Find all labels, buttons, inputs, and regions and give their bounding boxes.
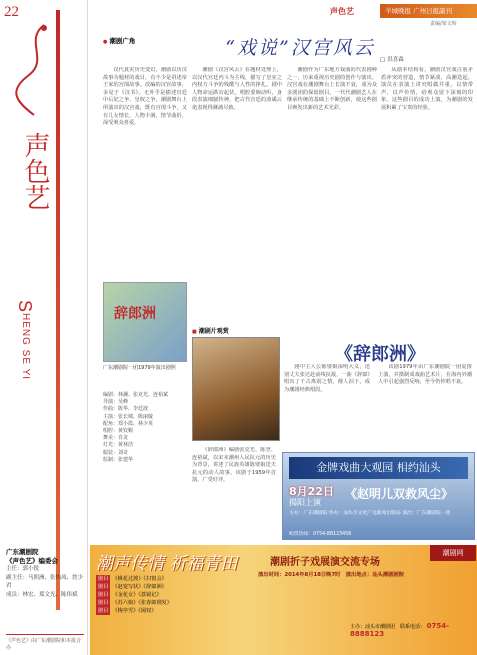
photo-caption: 广东潮剧院一团1979年演出剧照 (103, 365, 176, 371)
cast-line: 作曲：陈华、李廷波 (103, 406, 149, 413)
review-kicker: ■ 潮剧片观赏 (192, 326, 229, 335)
poster-title: 辞郎洲 (114, 306, 156, 322)
masthead-bar: 羊城晚报 广州日报副刊 (380, 4, 477, 18)
program-item (96, 575, 246, 583)
cast-line: 监制：张建华 (103, 456, 134, 463)
credits-org2: 《声色艺》编委会 (6, 556, 58, 565)
editor-credit: 责编/梁文辉 (430, 21, 457, 27)
column-title (18, 132, 54, 282)
decorative-swirl-icon (4, 20, 56, 120)
program-item (96, 607, 246, 615)
left-sidebar (0, 0, 88, 655)
review-column-1 (192, 447, 276, 525)
ad1-date: 8月22日 (289, 485, 334, 498)
ad1-show-title: 《赵明儿双救风尘》 (345, 487, 454, 501)
review-title: 《辞郎洲》 (335, 344, 425, 365)
credits-line: 成员：林宏、郑文光、陈伟斌 (6, 591, 78, 598)
article-column-3 (287, 67, 377, 317)
review-stage-photo (192, 337, 280, 441)
cast-line: 舞美：肖龙 (103, 435, 129, 442)
program-tag: 剧目 (98, 600, 109, 606)
column-en-cap: S (15, 300, 35, 314)
review-paragraph: 该剧1979年由广东潮剧院一团复排上演，并摄制成戏曲艺术片，在海内外潮人中引起强烈反响，至今仍传唱不衰。 (378, 364, 472, 386)
article-column-2 (192, 67, 282, 317)
page-number: 22 (4, 4, 19, 20)
review-paragraph: 剧中主人公陈璧娘深明大义，送别丈夫张达赴前线抗敌，一曲《辞郎》唱出了千古离别之情，催人泪下，成为潮剧经典唱段。 (284, 364, 370, 393)
editorial-credits (6, 548, 84, 599)
article-paragraph: 汉代真实历史变幻，潮剧以历汉故事为题材的戏目，有不少是讲述帝王家的宫闱故事。改编的汉宫故事，多见于《汉书》，无外乎是描述宫廷中后妃之争、皇权之争。潮剧舞台上所演出的汉宫戏，既有宫闱斗争，又有儿女情长，人物丰满，情节曲折，深受观众喜爱。 (103, 67, 187, 127)
review-paragraph: 《辞郎洲》编剧张克光、陈登、连裕斌，以宋末潮州人民抗元的历史为背景，讲述了民族英雄陈璧娘送夫抗元的动人故事。该剧于1959年首演，广受好评。 (192, 447, 276, 484)
column-en-rest: HENG SE YI (20, 313, 31, 381)
article-byline: □ 洪喜森 (380, 55, 404, 63)
cast-line: 灯光：黄林浩 (103, 442, 134, 449)
ad2-program-list (96, 575, 246, 615)
program-text: 《苏六娘》《张春郎削发》 (112, 600, 173, 606)
program-text: 《梅亭雪》《闹钗》 (112, 608, 157, 614)
sidebar-divider (56, 10, 60, 610)
program-item (96, 583, 246, 591)
ad2-phone[interactable]: 0754-8888123 (350, 622, 449, 638)
ad2-logo: 潮剧网 (430, 545, 476, 561)
credits-line: 副主任：马照洲、张怡凤、詹少君 (6, 574, 84, 589)
showcase-ad[interactable] (90, 545, 477, 655)
article-paragraph: 潮剧作为广东地方戏曲的代表剧种之一，历来重视历史剧的创作与演出。汉宫戏在潮剧舞台上长演不衰，成为众多剧团的保留剧目。一代代潮剧艺人在继承传统的基础上不断创新，使这些剧目焕发出新的艺术光彩。 (287, 67, 377, 111)
article-kicker: ● 潮剧广角 (103, 36, 135, 45)
cast-line: 服装：刘奇 (103, 449, 129, 456)
ad2-title: 潮声传情 祈福青田 (96, 554, 238, 574)
column-title-text: 声色艺 (20, 132, 50, 210)
credits-org: 广东潮剧院 (6, 548, 39, 556)
article-column-4 (381, 67, 473, 337)
program-tag: 剧目 (98, 592, 109, 598)
article-paragraph: 潮剧《汉宫风云》在题材处理上，以汉代宫廷内斗为主线，描写了皇室之内权力斗争的残酷与人性的挣扎。剧中人物命运跌宕起伏，唱腔委婉动听，身段表演细腻传神，把古代宫廷的波谲云诡表现得淋漓尽致。 (192, 67, 282, 111)
program-tag: 剧目 (98, 576, 109, 582)
article-headline: “戏说”汉宫风云 (225, 37, 375, 59)
article-paragraph: 从剧本结构看，潮剧汉宫戏注重矛盾冲突的营造，情节紧凑，高潮迭起。演员在表演上讲究唱做并重，以情带声，以声传情，给观众留下深刻的印象。这些剧目的成功上演，为潮剧的发展积累了宝贵的经验。 (381, 67, 473, 111)
program-text: 《赵宠写状》《辞郎洲》 (112, 584, 167, 590)
cast-line: 配角：郑小霞、林少英 (103, 420, 154, 427)
column-english-title (14, 300, 35, 380)
cast-list (103, 392, 187, 464)
opera-event-ad[interactable] (282, 452, 475, 540)
ad2-contact-label: 主办：汕头市潮剧团 联系电话： (350, 624, 426, 630)
ad1-venue: 揭阳上演 (289, 498, 321, 507)
ad1-ticket-line: 购票热线：0754-88123456 (289, 532, 352, 537)
review-column-2 (284, 364, 370, 444)
program-tag: 剧目 (98, 608, 109, 614)
article-column-1 (103, 67, 187, 277)
ad1-sponsor: 主办：广东潮剧院 协办：汕头市文化广电新闻出版局 演出：广东潮剧院一团 (289, 511, 451, 516)
ad2-event-info: 演出时间：2014年8月18日晚7时 演出地点：汕头潮剧剧院 (258, 572, 405, 578)
program-item (96, 591, 246, 599)
program-item (96, 599, 246, 607)
ad2-subtitle: 潮剧折子戏展演交流专场 (270, 557, 380, 568)
sidebar-footer: 《声色艺》由广东潮剧院和本报合办 (6, 634, 84, 651)
cast-line: 主演：张长城、陈丽璇 (103, 413, 154, 420)
cast-line: 唱腔：黄钦赐 (103, 428, 134, 435)
program-text: 《金花女》《荔镜记》 (112, 592, 162, 598)
cast-line: 编剧：林澜、张克光、连裕斌 (103, 392, 169, 398)
program-text: 《桃花过渡》《扫窗会》 (112, 576, 167, 582)
opera-poster-image (103, 282, 187, 362)
credits-line: 主任：郭小锐 (6, 566, 40, 572)
section-label: 声色艺 (330, 7, 354, 16)
review-column-3 (378, 364, 472, 444)
program-tag: 剧目 (98, 584, 109, 590)
ad2-contact (350, 623, 472, 639)
cast-line: 导演：吴峰 (103, 399, 129, 406)
ad1-banner: 金牌戏曲大观园 相约汕头 (289, 457, 468, 479)
